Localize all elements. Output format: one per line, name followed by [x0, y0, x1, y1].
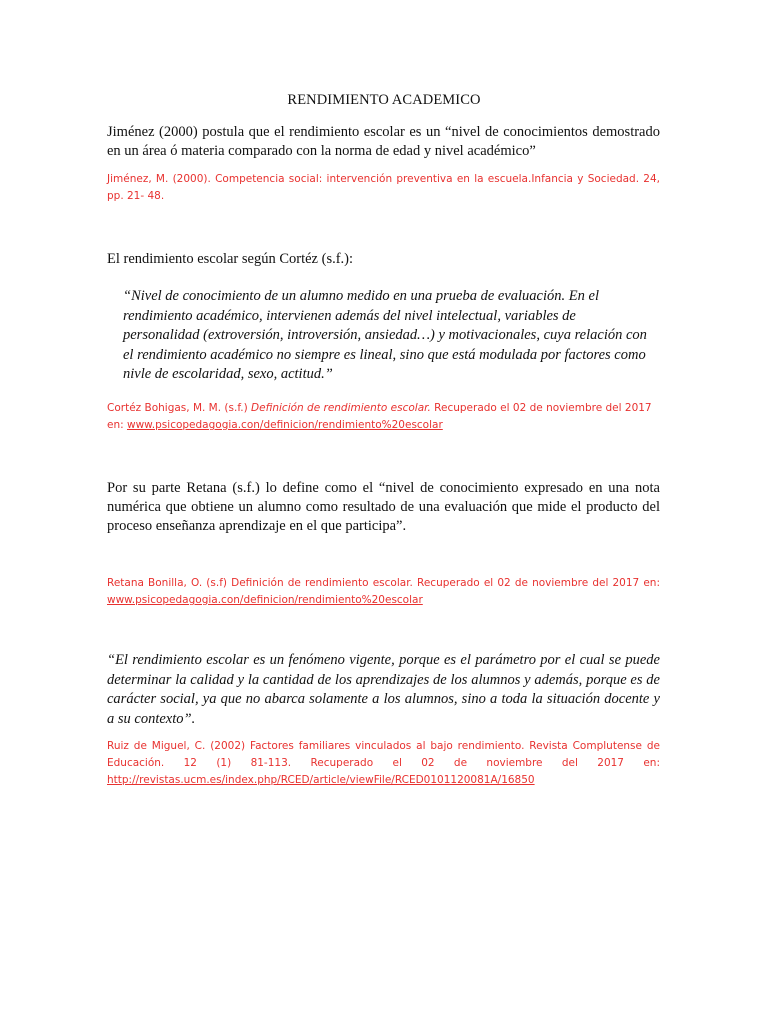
- retana-citation: [107, 575, 660, 609]
- cortez-citation-retrieved: Recuperado el 02 de noviembre del 2017 en:: [107, 402, 652, 431]
- ruiz-quote: “El rendimiento escolar es un fenómeno vigente, porque es el parámetro por el cual se puede determinar la calidad y la cantidad de los aprendizajes de los alumnos y además, porque es de carácter social, ya que no abarca solamente a los alumnos, sino a toda la situación docente y a su contexto”.: [107, 652, 660, 727]
- document-title: RENDIMIENTO ACADEMICO: [287, 92, 481, 108]
- ruiz-citation-link[interactable]: http://revistas.ucm.es/index.php/RCED/article/viewFile/RCED0101120081A/16850: [107, 774, 535, 786]
- cortez-citation-title: Definición de rendimiento escolar.: [251, 402, 431, 414]
- retana-citation-link[interactable]: www.psicopedagogia.con/definicion/rendimiento%20escolar: [107, 594, 423, 606]
- retana-citation-text: Retana Bonilla, O. (s.f) Definición de rendimiento escolar. Recuperado el 02 de noviembre del 2017 en:: [107, 577, 660, 589]
- cortez-citation: [107, 400, 660, 434]
- ruiz-citation: [107, 738, 660, 789]
- jimenez-citation: Jiménez, M. (2000). Competencia social: intervención preventiva en la escuela.Infancia y Sociedad. 24, pp. 21- 48.: [107, 173, 660, 202]
- retana-paragraph: Por su parte Retana (s.f.) lo define como el “nivel de conocimiento expresado en una nota numérica que obtiene un alumno como resultado de una evaluación que mide el producto del proceso enseñanza aprendizaje en el que participa”.: [107, 480, 660, 534]
- ruiz-citation-text: Ruiz de Miguel, C. (2002) Factores familiares vinculados al bajo rendimiento. Revista Complutense de Educación. 12 (1) 81-113. Recuperado el 02 de noviembre del 2017 en:: [107, 740, 660, 769]
- jimenez-paragraph: Jiménez (2000) postula que el rendimiento escolar es un “nivel de conocimientos demostrado en un área ó materia comparado con la norma de edad y nivel académico”: [107, 124, 660, 159]
- cortez-intro: El rendimiento escolar según Cortéz (s.f.):: [107, 251, 354, 267]
- cortez-quote: “Nivel de conocimiento de un alumno medido en una prueba de evaluación. En el rendimiento académico, intervienen además del nivel intelectual, variables de personalidad (extroversión, introversión, ansiedad…) y motivacionales, cuya relación con el rendimiento académico no siempre es lineal, sino que está modulada por factores como nivle de escolaridad, sexo, actitud.”: [123, 288, 647, 382]
- cortez-citation-link[interactable]: www.psicopedagogia.con/definicion/rendimiento%20escolar: [127, 419, 443, 431]
- cortez-citation-author: Cortéz Bohigas, M. M. (s.f.): [107, 402, 248, 414]
